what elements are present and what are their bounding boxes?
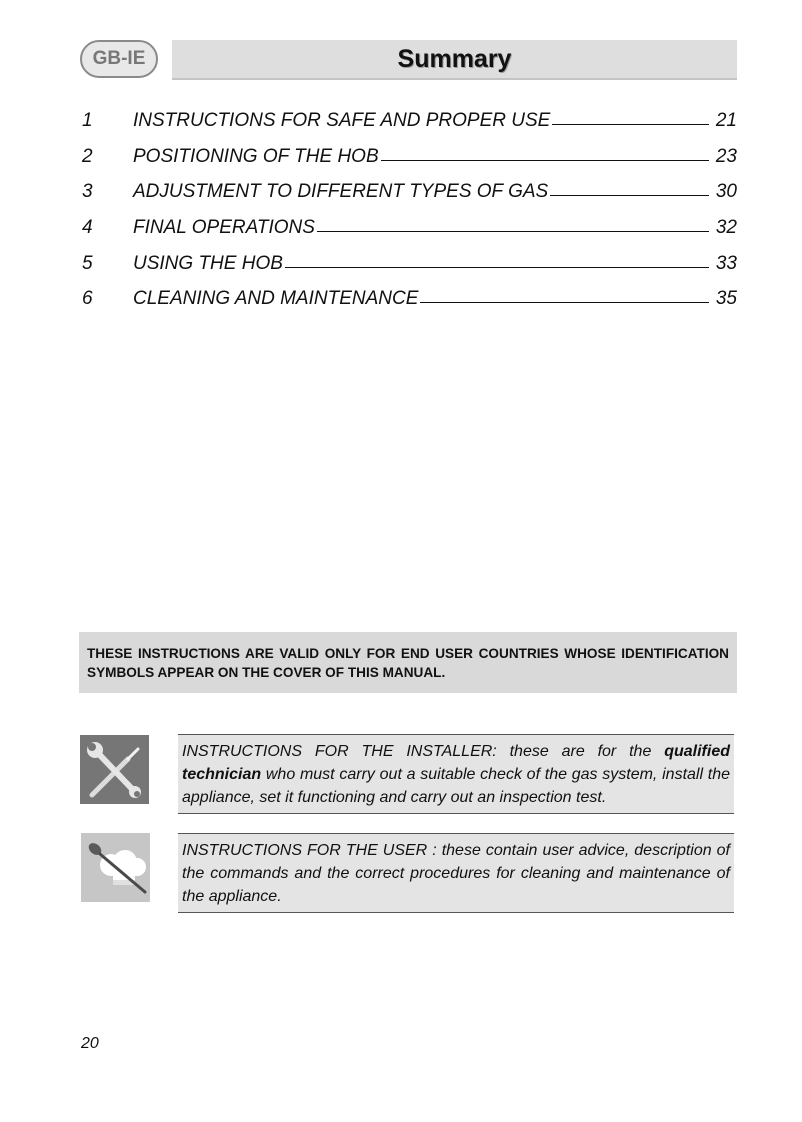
- toc-row[interactable]: [82, 217, 737, 253]
- toc-leader: [381, 160, 709, 161]
- toc-row[interactable]: [82, 181, 737, 217]
- toc-title: CLEANING AND MAINTENANCE: [133, 288, 419, 310]
- toc-title: ADJUSTMENT TO DIFFERENT TYPES OF GAS: [133, 181, 549, 203]
- user-instructions: [178, 833, 734, 913]
- table-of-contents: [82, 110, 737, 324]
- country-badge: [80, 40, 158, 78]
- toc-row[interactable]: [82, 288, 737, 324]
- validity-notice: [79, 632, 737, 693]
- toc-leader: [550, 195, 709, 196]
- user-text: INSTRUCTIONS FOR THE USER : these contain user advice, description of the commands and the correct procedures for cleaning and maintenance of the appliance.: [182, 842, 730, 905]
- installer-text-bold: qualified technician: [182, 743, 730, 783]
- toc-title: INSTRUCTIONS FOR SAFE AND PROPER USE: [133, 110, 551, 131]
- toc-number: 2: [82, 145, 93, 167]
- toc-page: 32: [715, 217, 737, 239]
- toc-title: USING THE HOB: [133, 252, 283, 274]
- toc-row[interactable]: [82, 110, 737, 146]
- page-title-bar: [172, 40, 737, 80]
- toc-row[interactable]: [82, 253, 737, 289]
- toc-number: 4: [82, 217, 93, 239]
- toc-leader: [552, 124, 709, 125]
- toc-number: 6: [82, 288, 93, 310]
- validity-notice-text: THESE INSTRUCTIONS ARE VALID ONLY FOR END USER COUNTRIES WHOSE IDENTIFICATION SYMBOLS APPEAR ON THE COVER OF THIS MANUAL.: [87, 646, 729, 680]
- tools-icon: [80, 735, 149, 804]
- toc-page: 33: [715, 252, 737, 274]
- toc-title: POSITIONING OF THE HOB: [133, 145, 379, 167]
- toc-number: 1: [82, 110, 93, 131]
- toc-page: 23: [715, 145, 737, 167]
- toc-row[interactable]: [82, 146, 737, 182]
- toc-title: FINAL OPERATIONS: [133, 217, 315, 239]
- installer-text-after: who must carry out a suitable check of the gas system, install the appliance, set it functioning and carry out an inspection test.: [182, 766, 730, 806]
- toc-number: 3: [82, 181, 93, 203]
- page-number: 20: [81, 1035, 99, 1052]
- toc-leader: [420, 302, 709, 303]
- toc-page: 35: [715, 288, 737, 310]
- toc-leader: [285, 267, 709, 268]
- chef-spoon-icon: [81, 833, 150, 902]
- toc-page: 21: [715, 110, 737, 131]
- toc-leader: [317, 231, 709, 232]
- toc-number: 5: [82, 252, 93, 274]
- installer-instructions: [178, 734, 734, 814]
- installer-text-before: INSTRUCTIONS FOR THE INSTALLER: these are for the: [182, 743, 665, 760]
- toc-page: 30: [715, 181, 737, 203]
- country-badge-label: GB-IE: [92, 48, 146, 69]
- page-title: Summary: [397, 44, 512, 73]
